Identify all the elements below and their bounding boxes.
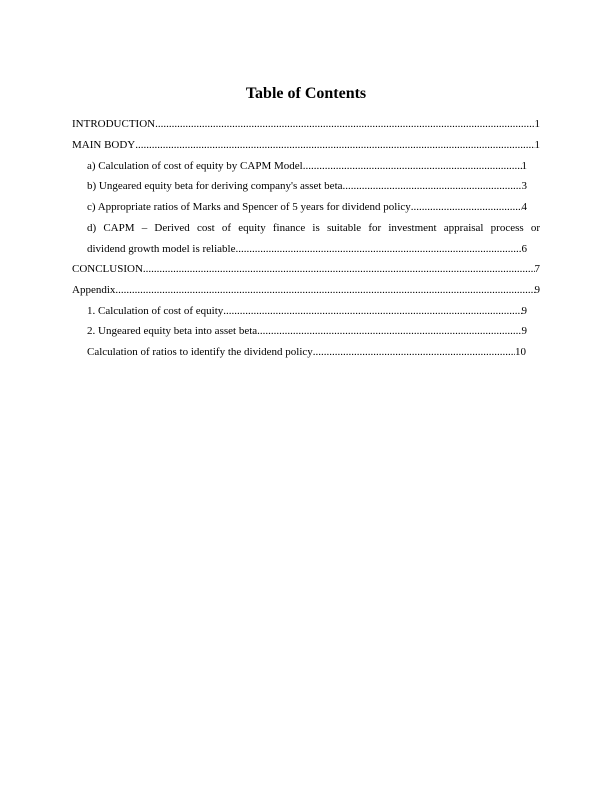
- toc-entry-label: c) Appropriate ratios of Marks and Spencer of 5 years for dividend policy: [87, 201, 411, 213]
- toc-page-number: 6: [521, 243, 527, 255]
- toc-entry-appendix-cost-of-equity[interactable]: [87, 305, 527, 318]
- toc-entry-label: 2. Ungeared equity beta into asset beta: [87, 325, 258, 337]
- toc-page-number: 1: [521, 160, 527, 172]
- toc-entry-cost-of-equity-capm[interactable]: [87, 160, 527, 173]
- toc-page-number: 9: [534, 284, 540, 296]
- toc-page-number: 9: [521, 305, 527, 317]
- toc-page-number: 10: [515, 346, 526, 358]
- toc-entry-label: CONCLUSION: [72, 263, 143, 275]
- toc-leader-dots: [313, 346, 515, 359]
- toc-entry-label: INTRODUCTION: [72, 118, 156, 130]
- toc-entry-label-line1: d) CAPM – Derived cost of equity finance is suitable for investment appraisal process or: [87, 222, 540, 234]
- toc-entry-conclusion[interactable]: [72, 263, 540, 276]
- toc-entry-label: MAIN BODY: [72, 139, 136, 151]
- toc-leader-dots: [343, 180, 522, 193]
- toc-page-number: 4: [521, 201, 527, 213]
- toc-leader-dots: [257, 325, 521, 338]
- toc-leader-dots: [235, 243, 521, 256]
- toc-leader-dots: [115, 284, 534, 297]
- toc-page-number: 1: [534, 139, 540, 151]
- toc-entry-label: Calculation of ratios to identify the dividend policy: [87, 346, 313, 358]
- toc-leader-dots: [223, 305, 521, 318]
- toc-entry-label: a) Calculation of cost of equity by CAPM Model: [87, 160, 303, 172]
- toc-entry-label: dividend growth model is reliable: [87, 243, 236, 255]
- toc-page-number: 3: [521, 180, 527, 192]
- toc-entry-label: Appendix: [72, 284, 116, 296]
- toc-entry-ratios-dividend-policy[interactable]: [87, 201, 527, 214]
- toc-leader-dots: [143, 263, 535, 276]
- toc-leader-dots: [411, 201, 522, 214]
- toc-entry-capm-derived[interactable]: [87, 222, 540, 235]
- toc-entry-label: 1. Calculation of cost of equity: [87, 305, 224, 317]
- toc-entry-appendix-ratios[interactable]: [87, 346, 526, 359]
- toc-leader-dots: [155, 118, 534, 131]
- toc-entry-introduction[interactable]: [72, 118, 540, 131]
- toc-page-number: 1: [534, 118, 540, 130]
- toc-entry-label: b) Ungeared equity beta for deriving company's asset beta: [87, 180, 343, 192]
- toc-entry-main-body[interactable]: [72, 139, 540, 152]
- toc-leader-dots: [303, 160, 522, 173]
- toc-entry-ungeared-beta[interactable]: [87, 180, 527, 193]
- toc-page-number: 9: [521, 325, 527, 337]
- toc-page-number: 7: [534, 263, 540, 275]
- toc-entry-capm-derived-cont[interactable]: [87, 243, 527, 256]
- page-title: Table of Contents: [245, 85, 367, 102]
- toc-leader-dots: [135, 139, 534, 152]
- toc-entry-appendix-asset-beta[interactable]: [87, 325, 527, 338]
- toc-entry-appendix[interactable]: [72, 284, 540, 297]
